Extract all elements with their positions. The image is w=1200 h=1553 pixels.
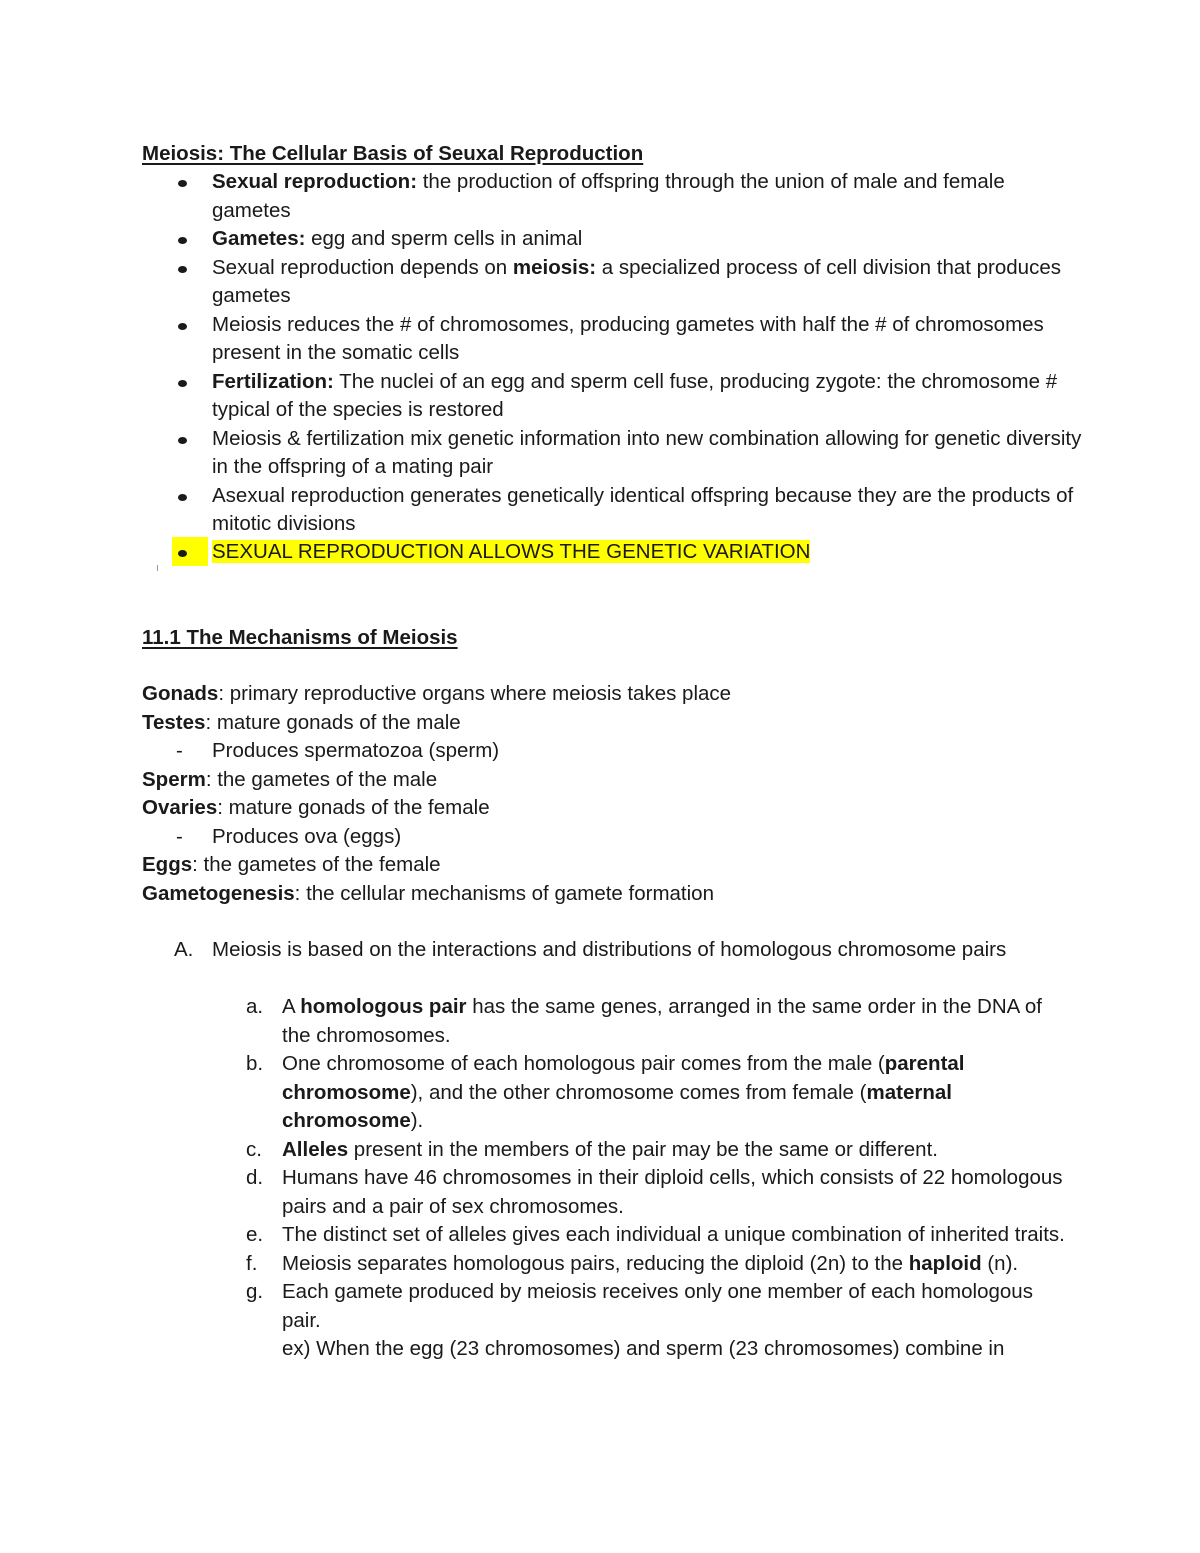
definitions-list bbox=[142, 680, 1082, 908]
definition-row: Gonads: primary reproductive organs where meiosis takes place bbox=[142, 682, 732, 705]
bullet-item: Meiosis & fertilization mix genetic information into new combination allowing for genetic diversity in the offspring of a mating pair bbox=[212, 426, 1082, 478]
section-heading-mechanisms: 11.1 The Mechanisms of Meiosis bbox=[142, 626, 458, 649]
example-line: ex) When the egg (23 chromosomes) and sperm (23 chromosomes) combine in bbox=[282, 1337, 1005, 1360]
highlighted-bullet-list bbox=[142, 538, 1082, 567]
sub-item-b: b. One chromosome of each homologous pair comes from the male (parental chromosome), and the other chromosome comes from female (maternal chromosome). bbox=[246, 1052, 965, 1132]
bullet-item: Asexual reproduction generates genetically identical offspring because they are the products of mitotic divisions bbox=[212, 483, 1074, 535]
definition-row: Ovaries: mature gonads of the female bbox=[142, 796, 490, 819]
section-a bbox=[142, 936, 1082, 965]
highlighted-text: SEXUAL REPRODUCTION ALLOWS THE GENETIC VARIATION bbox=[212, 540, 811, 563]
definition-row: Sperm: the gametes of the male bbox=[142, 767, 438, 791]
bullet-item: Sexual reproduction: the production of offspring through the union of male and female gametes bbox=[212, 170, 1005, 222]
sub-item-g: g. Each gamete produced by meiosis receives only one member of each homologous pair. bbox=[246, 1280, 1033, 1332]
definition-row: Eggs: the gametes of the female bbox=[142, 853, 441, 876]
definition-subrow: - Produces spermatozoa (sperm) bbox=[176, 739, 500, 762]
bullet-item: Sexual reproduction depends on meiosis: a specialized process of cell division that produces gametes bbox=[212, 255, 1061, 307]
sub-item-e: e. The distinct set of alleles gives each individual a unique combination of inherited traits. bbox=[246, 1223, 1065, 1246]
bullet-list bbox=[142, 168, 1082, 539]
sub-list bbox=[212, 993, 1072, 1364]
sub-item-d: d. Humans have 46 chromosomes in their diploid cells, which consists of 22 homologous pairs and a pair of sex chromosomes. bbox=[246, 1166, 1063, 1218]
highlighted-bullet-item bbox=[142, 538, 1082, 567]
definition-subrow: - Produces ova (eggs) bbox=[176, 824, 402, 848]
definition-row: Testes: mature gonads of the male bbox=[142, 710, 461, 734]
bullet-item: Fertilization: The nuclei of an egg and sperm cell fuse, producing zygote: the chromosome # typical of the species is restored bbox=[212, 369, 1058, 421]
section-heading-meiosis: Meiosis: The Cellular Basis of Seuxal Reproduction bbox=[142, 142, 644, 165]
sub-item-f: f. Meiosis separates homologous pairs, reducing the diploid (2n) to the haploid (n). bbox=[246, 1251, 1019, 1275]
bullet-item: Meiosis reduces the # of chromosomes, producing gametes with half the # of chromosomes present in the somatic cells bbox=[212, 312, 1044, 364]
bullet-item: Gametes: egg and sperm cells in animal bbox=[212, 227, 583, 250]
sub-item-a: a. A homologous pair has the same genes, arranged in the same order in the DNA of the chromosomes. bbox=[246, 995, 1043, 1047]
sub-item-c: c. Alleles present in the members of the pair may be the same or different. bbox=[246, 1137, 938, 1161]
definition-row: Gametogenesis: the cellular mechanisms of gamete formation bbox=[142, 881, 714, 905]
section-a-item: A. Meiosis is based on the interactions and distributions of homologous chromosome pairs bbox=[174, 938, 1007, 961]
stray-mark bbox=[157, 565, 158, 571]
